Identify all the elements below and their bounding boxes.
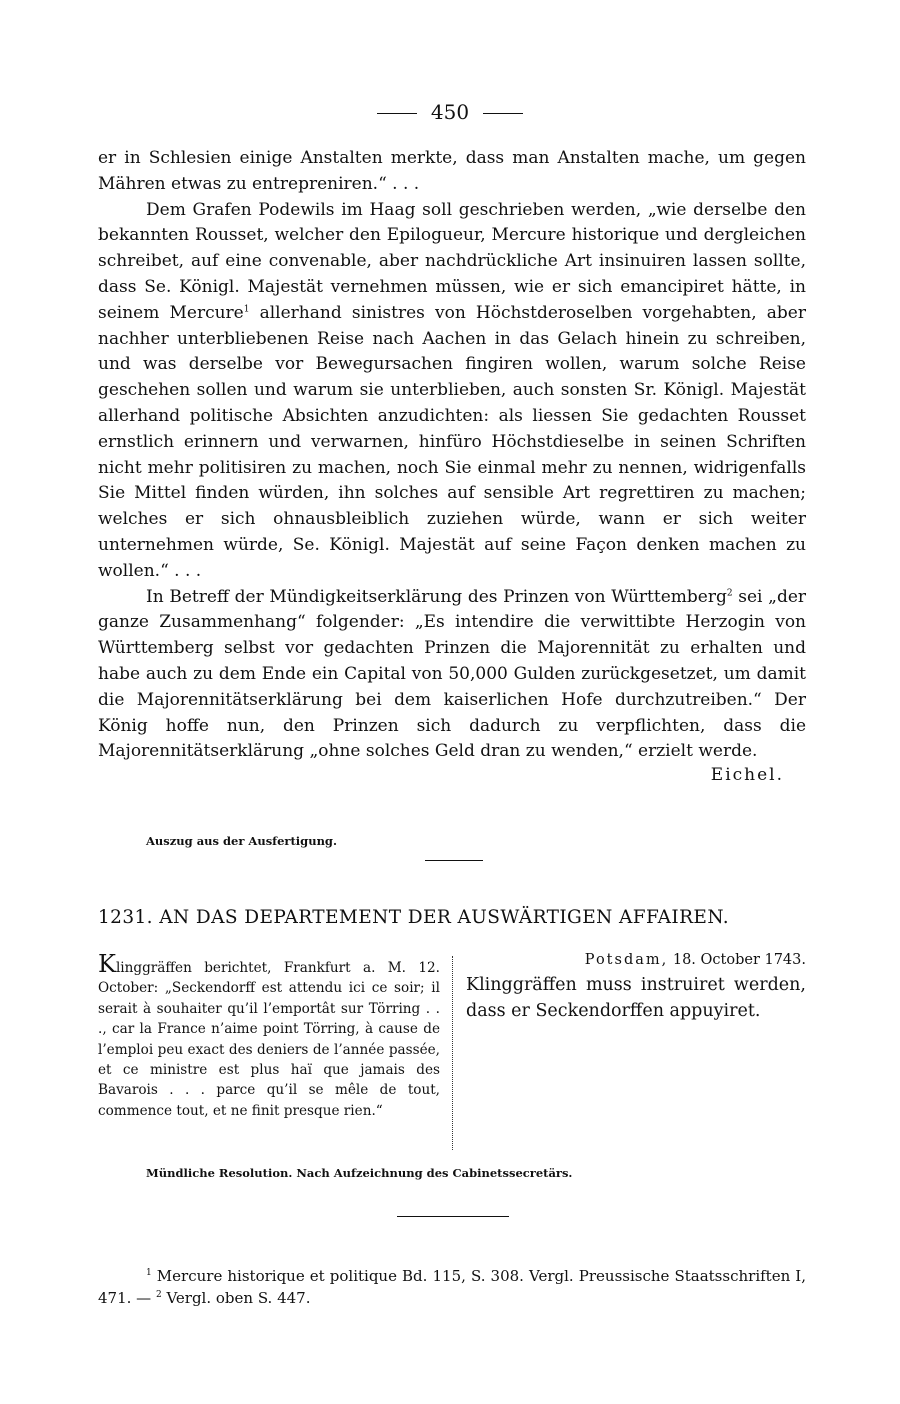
paragraph-1: er in Schlesien einige Anstalten merkte, dass man Anstalten mache, um gegen Mähren etwas zu entrepreniren.“ . . . (98, 148, 806, 194)
page-number: 450 (430, 100, 470, 124)
dateline (466, 952, 806, 968)
signature: Eichel. (710, 765, 784, 786)
document-heading: 1231. AN DAS DEPARTEMENT DER AUSWÄRTIGEN AFFAIREN. (98, 907, 730, 928)
paragraph-2-text-a: Dem Grafen Podewils im Haag soll geschrieben werden, „wie derselbe den bekannten Rousset, welcher den Epilogueur, Mercure historique und dergleichen schreibet, auf eine convenable, aber nachdrückliche Art insinuiren lassen sollte, dass Se. Königl. Majestät vernehmen müssen, wie er sich emancipiret hätte, in seinem Mercure (98, 199, 806, 323)
source-note-1: Auszug aus der Ausfertigung. (146, 834, 337, 848)
footnotes (98, 1265, 806, 1309)
page-header (0, 100, 900, 124)
footnote-ref-1: 1 (243, 304, 250, 315)
paragraph-2-text-b: allerhand sinistres von Höchstderoselben vorgehabten, aber nachher unterbliebenen Reise nach Aachen in das Gelach hinein zu schreiben, und was derselbe vor Bewegursachen fingiren wollen, warum solche Reise geschehen sollen und warum sie unterblieben, auch sonsten Sr. Königl. Majestät allerhand politische Absichten anzudichten: als liessen Sie gedachten Rousset ernstlich erinnern und verwarnen, hinfüro Höchstdieselbe in seinen Schriften nicht mehr politisiren zu machen, noch Sie einmal mehr zu nennen, widrigenfalls Sie Mittel finden würden, ihn solches auf sensible Art regrettiren zu machen; welches er sich ohnausbleiblich zuziehen würde, wann er sich weiter unternehmen würde, Se. Königl. Majestät auf seine Façon denken machen zu wollen.“ . . . (98, 302, 806, 581)
header-dash-left (377, 113, 417, 114)
paragraph-3 (98, 585, 806, 766)
footnote-1-text: Mercure historique et politique Bd. 115, S. 308. Vergl. Preussische Staatsschriften I, 471. — (98, 1267, 806, 1307)
report-summary (98, 952, 440, 1121)
date-place: Potsdam, (584, 952, 669, 968)
main-text (98, 146, 806, 789)
paragraph-3-text-a: In Betreff der Mündigkeitserklärung des Prinzen von Württemberg (146, 586, 727, 607)
footnote-2-text: Vergl. oben S. 447. (161, 1289, 311, 1307)
header-dash-right (483, 113, 523, 114)
footnote-1-mark: 1 (146, 1268, 152, 1278)
column-divider (452, 956, 453, 1150)
footnote-divider (397, 1216, 509, 1217)
footnote-2-mark: 2 (155, 1290, 162, 1300)
date: 18. October 1743. (668, 952, 806, 968)
footnote-paragraph (98, 1265, 806, 1309)
report-text: linggräffen berichtet, Frankfurt a. M. 12. October: „Seckendorff est attendu ici ce soir; il serait à souhaiter qu’il l’emportât sur Törring . . ., car la France n’aime point Törring, à cause de l’emploi peu exact des deniers de l’année passée, et ce ministre est plus haï que jamais des Bavarois . . . parce qu’il se mêle de tout, commence tout, et ne finit presque rien.“ (98, 960, 440, 1119)
report-initial: K (98, 950, 116, 978)
resolution-text: Klinggräffen muss instruiret werden, dass er Seckendorffen appuyiret. (466, 975, 806, 1021)
paragraph-2 (98, 198, 806, 585)
resolution-column (466, 952, 806, 1024)
source-note-2: Mündliche Resolution. Nach Aufzeichnung des Cabinetssecretärs. (146, 1166, 573, 1180)
footnote-ref-2: 2 (726, 587, 733, 598)
paragraph-3-text-b: sei „der ganze Zusammenhang“ folgender: „Es intendire die verwittibte Herzogin von Württemberg selbst vor gedachten Prinzen die Majorennität zu erhalten und habe auch zu dem Ende ein Capital von 50,000 Gulden zurückgesetzet, um damit die Majorennitätserklärung bei dem kaiserlichen Hofe durchzutreiben.“ Der König hoffe nun, den Prinzen sich dadurch zu verpflichten, dass die Majorennitätserklärung „ohne solches Geld dran zu wenden,“ erzielt werde. (98, 586, 807, 762)
section-divider-1 (425, 860, 483, 861)
